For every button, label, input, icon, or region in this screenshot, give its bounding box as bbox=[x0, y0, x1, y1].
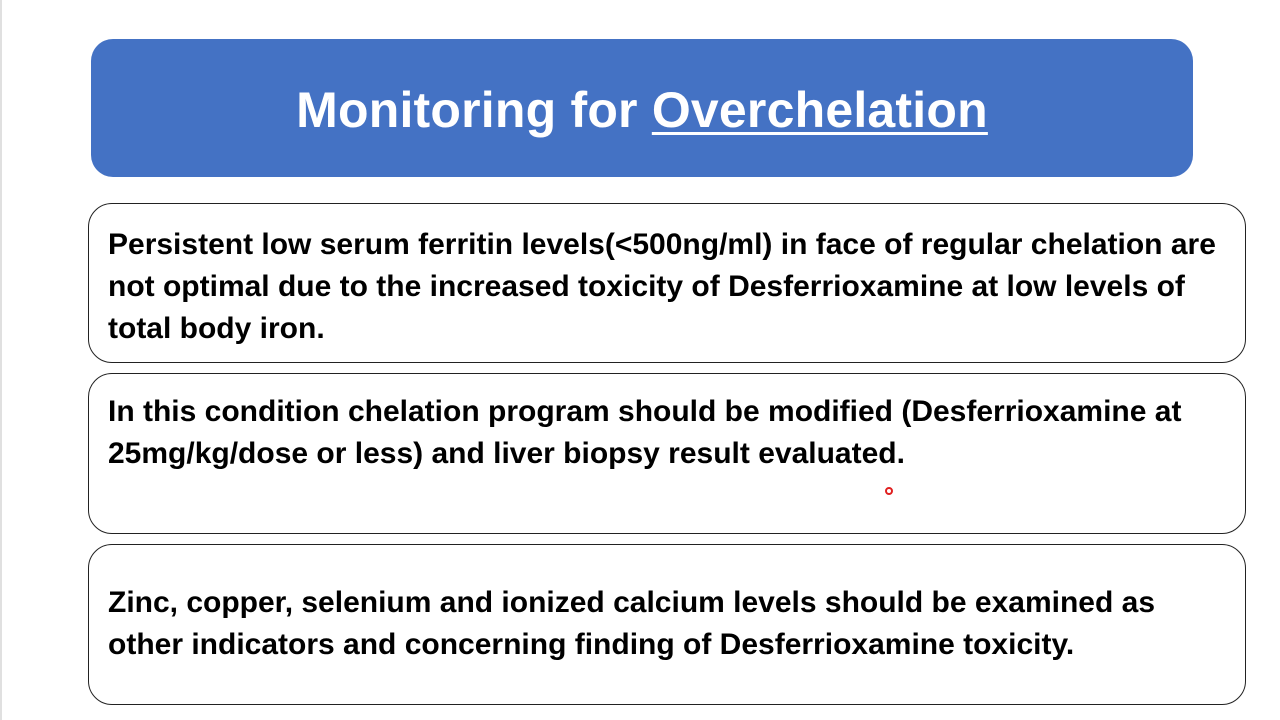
point-box-1 bbox=[88, 203, 1246, 363]
point-text-3: Zinc, copper, selenium and ionized calcium levels should be examined as other indicators and concerning finding of Desferrioxamine toxicity. bbox=[108, 586, 1155, 661]
title-banner bbox=[91, 39, 1193, 177]
title-emphasis: Overchelation bbox=[651, 82, 988, 138]
point-box-2 bbox=[88, 373, 1246, 534]
point-text-2: In this condition chelation program should be modified (Desferrioxamine at 25mg/kg/dose or less) and liver biopsy result evaluated. bbox=[108, 395, 1182, 470]
point-text-1: Persistent low serum ferritin levels(<500ng/ml) in face of regular chelation are not optimal due to the increased toxicity of Desferrioxamine at low levels of total body iron. bbox=[108, 228, 1216, 345]
title-prefix: Monitoring for bbox=[296, 82, 652, 138]
point-box-3 bbox=[88, 544, 1246, 705]
slide-title bbox=[296, 81, 988, 139]
laser-pointer-icon bbox=[885, 487, 893, 495]
